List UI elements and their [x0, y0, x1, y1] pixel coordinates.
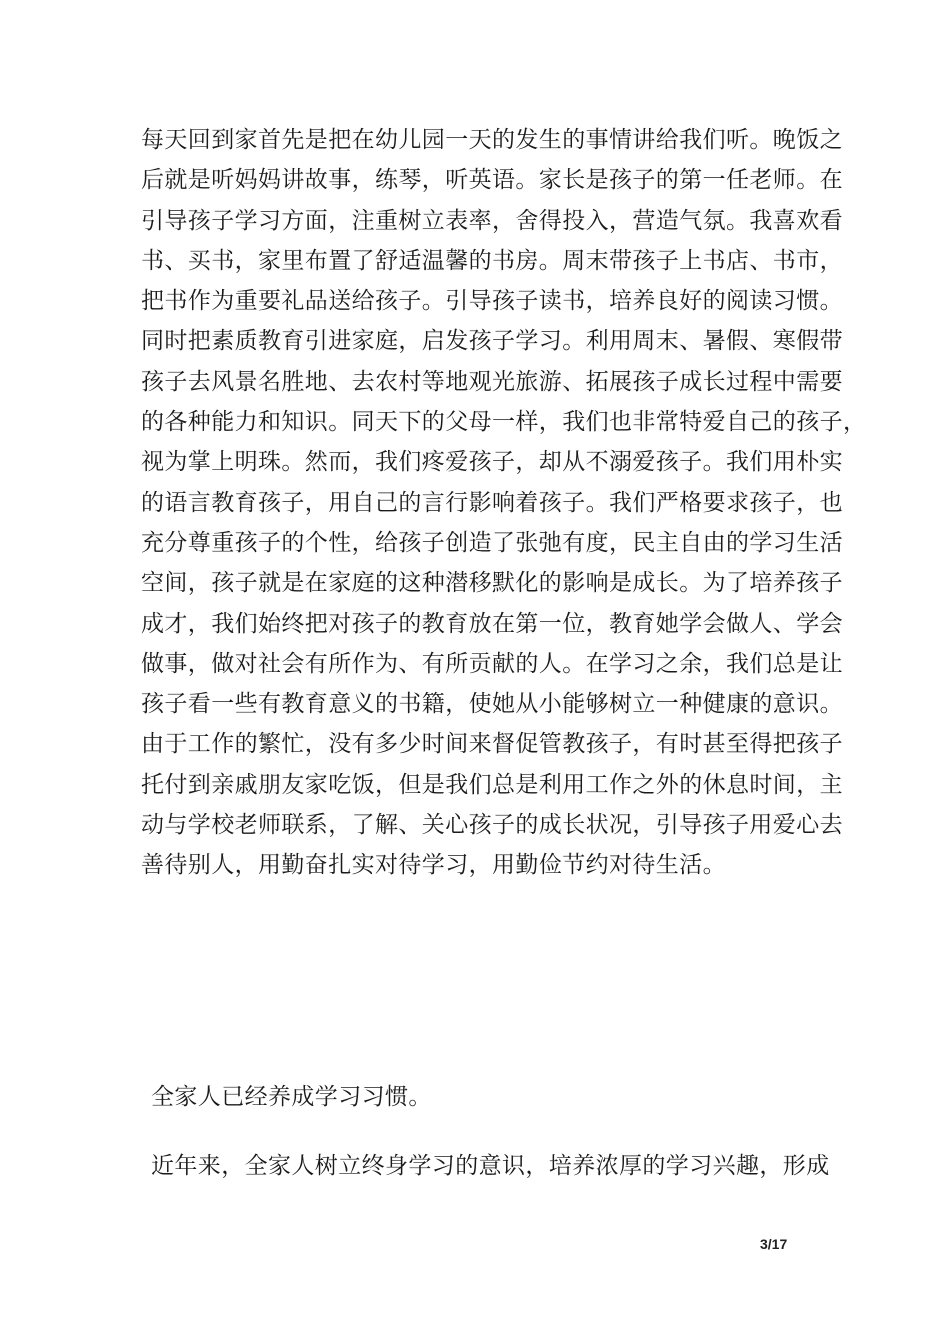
- text-line: 引导孩子学习方面，注重树立表率，舍得投入，营造气氛。我喜欢看: [141, 207, 843, 234]
- text-line: 孩子看一些有教育意义的书籍，使她从小能够树立一种健康的意识。: [141, 691, 843, 718]
- text-line: 成才，我们始终把对孩子的教育放在第一位，教育她学会做人、学会: [141, 610, 843, 637]
- body-text: [141, 120, 867, 886]
- text-line: 书、买书，家里布置了舒适温馨的书房。周末带孩子上书店、书市，: [141, 247, 843, 274]
- page-number: 3/17: [760, 1236, 788, 1252]
- text-line: 同时把素质教育引进家庭，启发孩子学习。利用周末、暑假、寒假带: [141, 328, 843, 355]
- text-line: 空间，孩子就是在家庭的这种潜移默化的影响是成长。为了培养孩子: [141, 570, 843, 597]
- text-line: 充分尊重孩子的个性，给孩子创造了张弛有度，民主自由的学习生活: [141, 529, 843, 556]
- text-line: 把书作为重要礼品送给孩子。引导孩子读书，培养良好的阅读习惯。: [141, 288, 843, 315]
- text-line: 的各种能力和知识。同天下的父母一样，我们也非常特爱自己的孩子，: [141, 409, 867, 436]
- text-line: 每天回到家首先是把在幼儿园一天的发生的事情讲给我们听。晚饭之: [141, 127, 843, 153]
- text-line: 视为掌上明珠。然而，我们疼爱孩子，却从不溺爱孩子。我们用朴实: [141, 449, 843, 476]
- text-line: 托付到亲戚朋友家吃饭，但是我们总是利用工作之外的休息时间，主: [141, 771, 843, 798]
- text-line: 的语言教育孩子，用自己的言行影响着孩子。我们严格要求孩子，也: [141, 489, 843, 516]
- text-line: 做事，做对社会有所作为、有所贡献的人。在学习之余，我们总是让: [141, 650, 843, 677]
- section-heading: 全家人已经养成学习习惯。: [151, 1084, 432, 1110]
- text-line: 孩子去风景名胜地、去农村等地观光旅游、拓展孩子成长过程中需要: [141, 368, 843, 395]
- text-line: 后就是听妈妈讲故事，练琴，听英语。家长是孩子的第一任老师。在: [141, 167, 843, 194]
- paragraph-start: 近年来，全家人树立终身学习的意识，培养浓厚的学习兴趣，形成: [151, 1153, 830, 1179]
- text-line: 由于工作的繁忙，没有多少时间来督促管教孩子，有时甚至得把孩子: [141, 731, 843, 758]
- text-line: 善待别人，用勤奋扎实对待学习，用勤俭节约对待生活。: [141, 852, 726, 879]
- text-line: 动与学校老师联系，了解、关心孩子的成长状况，引导孩子用爱心去: [141, 812, 843, 839]
